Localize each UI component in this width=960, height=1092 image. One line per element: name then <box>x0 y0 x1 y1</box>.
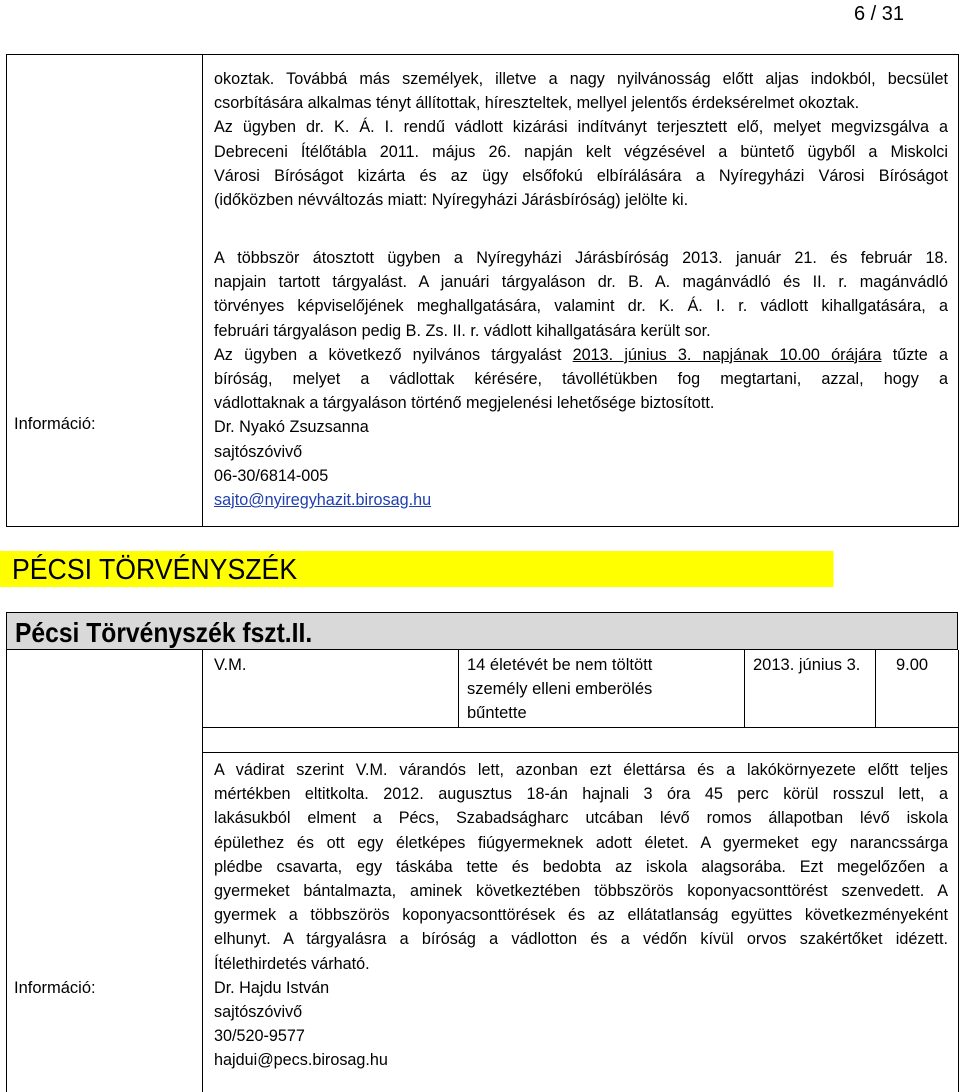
text-line: Városi Bíróságot kizárta és az ügy elsőfokú elbírálására a Nyíregyházi Városi Bíróságot <box>214 166 948 185</box>
defendant: V.M. <box>214 656 247 674</box>
text-line: (időközben névváltozás miatt: Nyíregyházi Járásbíróság) jelölte ki. <box>214 191 689 210</box>
text-line: napjain tartott tárgyalást. A januári tárgyaláson dr. B. A. magánvádló és II. r. magánvádló <box>214 273 948 292</box>
case1-paragraph-1 <box>214 67 948 212</box>
contact-email[interactable]: hajdui@pecs.birosag.hu <box>214 1051 388 1070</box>
table2-row-border-1 <box>202 727 959 728</box>
table2-divider <box>202 650 203 1092</box>
court-location: Pécsi Törvényszék fszt.II. <box>15 617 313 648</box>
table2-right-border <box>958 650 959 1092</box>
info-label: Információ: <box>14 979 96 997</box>
text-line: A vádirat szerint V.M. várandós lett, azonban ezt élettársa és a lakókörnyezete előtt teljes <box>214 761 948 779</box>
table1-right-border <box>958 54 959 527</box>
text-line: plédbe csavarta, egy táskába tette és bedobta az iskola alagsorába. Ezt megelőzően a <box>214 857 948 876</box>
table1-top-border <box>6 54 959 55</box>
contact-role: sajtószóvivő <box>214 442 303 461</box>
text-line: Debreceni Ítélőtábla 2011. május 26. napján kelt végzésével a büntető ügyből a Miskolci <box>214 142 948 161</box>
text-line: bíróság, melyet a vádlottak kérésére, távollétükben fog megtartani, azzal, hogy a <box>214 370 948 389</box>
contact-name: Dr. Nyakó Zsuzsanna <box>214 418 369 437</box>
table2-col-divider-2 <box>744 650 745 727</box>
text-line: lakásukból elment a Pécs, Szabadságharc utcában lévő romos állapotban lévő iskola <box>214 809 948 828</box>
contact-email-line <box>214 488 948 512</box>
charge-line: személy elleni emberölés <box>467 680 653 698</box>
info-label: Információ: <box>14 415 96 433</box>
hearing-time: 9.00 <box>896 656 929 674</box>
text-line: mértékben eltitkolta. 2012. augusztus 18-án hajnali 3 óra 45 perc körül rosszul lett, a <box>214 785 948 804</box>
contact-email-link[interactable]: sajto@nyiregyhazit.birosag.hu <box>214 491 432 510</box>
section-title: PÉCSI TÖRVÉNYSZÉK <box>0 551 834 587</box>
case2-description <box>214 758 948 1073</box>
text-line: csorbítására alkalmas tényt állítottak, híreszteltek, mellyel jelentős érdeksérelmet okoztak. <box>214 94 860 113</box>
text-line: vádlottaknak a tárgyaláson történő megjelenési lehetősége biztosított. <box>214 394 715 413</box>
charge-line: bűntette <box>467 704 527 722</box>
table2-row-border-2 <box>202 752 959 753</box>
table1-bottom-border <box>6 526 959 527</box>
text-line: februári tárgyaláson pedig B. Zs. II. r. vádlott kihallgatására került sor. <box>214 321 711 340</box>
text-line: elhunyt. A tárgyalásra a bíróság a vádlotton és a védőn kívül orvos szakértőket idézett. <box>214 930 948 949</box>
page-number: 6 / 31 <box>853 3 904 25</box>
charge-line: 14 életévét be nem töltött <box>467 656 653 674</box>
table1-divider <box>202 54 203 527</box>
text-line: épülethez és ott egy életképes fiúgyermeknek adott életet. A gyermeket egy narancssárga <box>214 833 948 852</box>
text-line: gyermek a többszörös koponyacsonttörések és az ellátatlanság együttes következményeként <box>214 906 948 925</box>
table2-col-divider-3 <box>875 650 876 727</box>
contact-phone: 06-30/6814-005 <box>214 466 329 485</box>
court-location-bar <box>6 612 958 650</box>
text-fragment: tűzte a <box>881 345 948 364</box>
text-line: törvényes képviselőjének meghallgatására, valamint dr. K. Á. I. r. vádlott kihallgatására, a <box>214 297 948 316</box>
hearing-date-underlined: 2013. június 3. napjának 10.00 órájára <box>572 345 882 364</box>
text-line: okoztak. Továbbá más személyek, illetve a nagy nyilvánosság előtt aljas indokból, becsület <box>214 70 948 88</box>
table2-left-border <box>6 650 7 1092</box>
hearing-date: 2013. június 3. <box>753 656 861 674</box>
text-line <box>214 343 948 367</box>
text-line: Ítélethirdetés várható. <box>214 954 370 973</box>
table2-col-divider-1 <box>458 650 459 727</box>
contact-name: Dr. Hajdu István <box>214 978 330 997</box>
text-line: gyermeket bántalmazta, aminek következtében többszörös koponyacsonttörést szenvedett. A <box>214 882 948 901</box>
text-fragment: Az ügyben a következő nyilvános tárgyalást <box>214 345 573 364</box>
text-line: Az ügyben dr. K. Á. I. rendű vádlott kizárási indítványt terjesztett elő, melyet megvizsgálva a <box>214 118 948 137</box>
contact-phone: 30/520-9577 <box>214 1027 305 1046</box>
charge <box>467 653 652 725</box>
case1-paragraph-2 <box>214 246 948 512</box>
contact-role: sajtószóvivő <box>214 1003 303 1022</box>
table1-left-border <box>6 54 7 527</box>
text-line: A többször átosztott ügyben a Nyíregyházi Járásbíróság 2013. január 21. és február 18. <box>214 249 948 267</box>
